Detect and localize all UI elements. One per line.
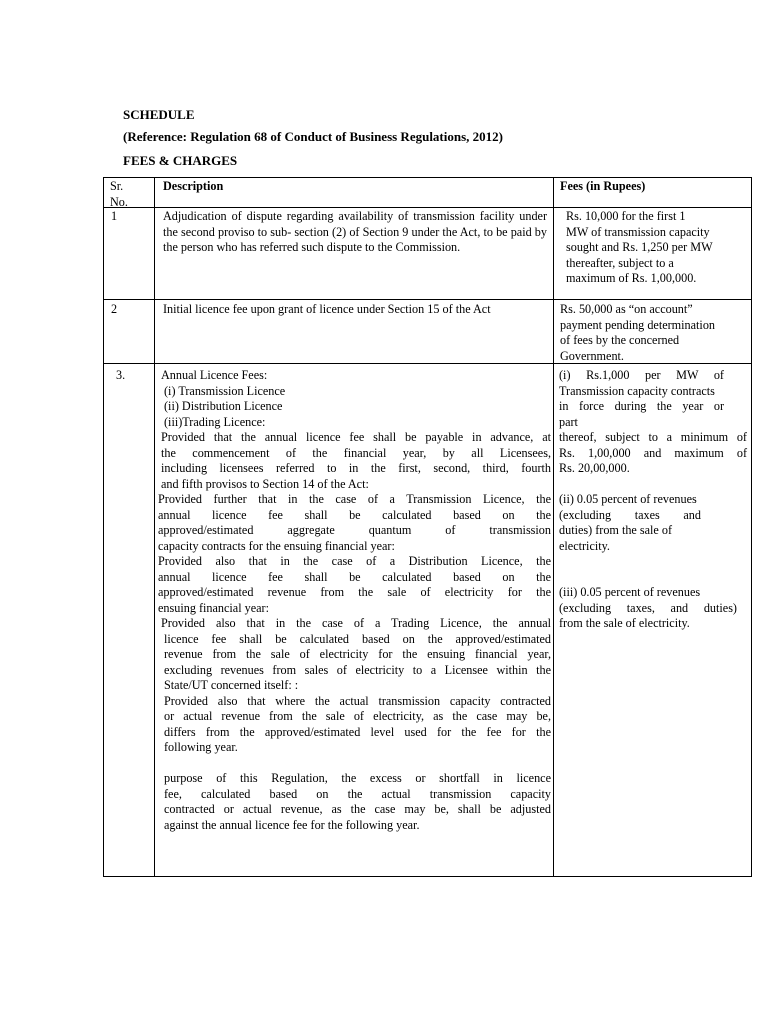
row3-desc-line: ensuing financial year: (158, 600, 269, 615)
fees-charges-heading: FEES & CHARGES (123, 153, 238, 168)
row3-fees-line: Transmission capacity contracts (559, 383, 715, 398)
row3-fees-line: part (559, 414, 578, 429)
row3-desc-line: Annual Licence Fees: (161, 368, 268, 382)
row3-desc-line: State/UT concerned itself: : (164, 678, 299, 692)
row1-fees-line: maximum of Rs. 1,00,000. (566, 271, 697, 285)
row3-fees-spacer (559, 477, 747, 493)
row3-fees-line: (excluding taxes and (559, 507, 701, 522)
row1-fees-line: MW of transmission capacity (566, 224, 710, 239)
table-border-left (103, 177, 104, 877)
row1-fees-line: sought and Rs. 1,250 per MW (566, 240, 713, 254)
row3-fees-line: thereof, subject to a minimum of (559, 430, 747, 444)
row3-desc-line: licence fee shall be calculated based on the approved/estimated (164, 631, 551, 646)
row3-desc-line: against the annual licence fee for the following year. (164, 817, 420, 832)
row2-fees-line: Rs. 50,000 as “on account” (560, 302, 693, 316)
row3-fees-line: (i) Rs.1,000 per MW of (559, 368, 724, 382)
row3-desc-line: capacity contracts for the ensuing financial year: (158, 538, 395, 553)
fees-table (103, 177, 752, 877)
row3-fees-spacer (559, 554, 747, 570)
row2-fees (560, 302, 750, 364)
row3-desc-line: contracted or actual revenue, as the case may be, shall be adjusted (164, 802, 551, 816)
row3-desc-line: or actual revenue from the sale of electricity, as the case may be, (164, 709, 551, 723)
row3-desc-line: (ii) Distribution Licence (164, 399, 283, 413)
table-border-row1 (103, 299, 752, 300)
row3-desc-line: excluding revenues from sales of electricity to a Licensee within the (164, 662, 551, 677)
table-border-right (751, 177, 752, 877)
row3-desc-line: Provided that the annual licence fee shall be payable in advance, at (161, 430, 551, 444)
row3-desc-line: Provided also that in the case of a Trading Licence, the annual (161, 616, 551, 630)
reference-line: (Reference: Regulation 68 of Conduct of Business Regulations, 2012) (123, 129, 503, 144)
row3-desc-line: Provided further that in the case of a Transmission Licence, the (158, 492, 551, 506)
row1-fees (566, 209, 748, 287)
row3-fees-line: (ii) 0.05 percent of revenues (559, 492, 697, 506)
schedule-title: SCHEDULE (123, 107, 195, 122)
row3-desc-line: fee, calculated based on the actual transmission capacity (164, 786, 551, 801)
row3-desc-line: revenue from the sale of electricity for the ensuing financial year, (164, 647, 551, 661)
row2-sr: 2 (111, 302, 118, 316)
row3-desc-line: Provided also that where the actual transmission capacity contracted (164, 693, 551, 708)
header-fees: Fees (in Rupees) (560, 179, 646, 193)
row3-desc-line: annual licence fee shall be calculated based on the (158, 569, 551, 584)
row3-desc-line: approved/estimated aggregate quantum of transmission (158, 523, 551, 537)
row3-desc-line: (i) Transmission Licence (164, 383, 286, 398)
table-border-col2 (553, 177, 554, 877)
row3-fees-line: (iii) 0.05 percent of revenues (559, 585, 701, 599)
row3-fees-line: Rs. 1,00,000 and maximum of (559, 445, 747, 460)
row3-fees-line: duties) from the sale of (559, 523, 673, 537)
row2-fees-line: Government. (560, 348, 624, 363)
row3-desc-line: Provided also that in the case of a Distribution Licence, the (158, 554, 551, 568)
row3-desc-line: annual licence fee shall be calculated based on the (158, 507, 551, 522)
table-border-col1 (154, 177, 155, 877)
header-sr-no: Sr. No. (110, 179, 128, 209)
row3-fees-line: (excluding taxes, and duties) (559, 600, 737, 615)
row1-fees-line: thereafter, subject to a (566, 255, 674, 270)
row3-fees-spacer (559, 570, 747, 586)
row3-desc-line: differs from the approved/estimated level used for the fee for the (164, 724, 551, 739)
row1-sr: 1 (111, 209, 118, 223)
row3-desc-line: including licensees referred to in the first, second, third, fourth (161, 461, 551, 475)
row1-description: Adjudication of dispute regarding availability of transmission facility under the second proviso to sub- section (2) of Section 9 under the Act, to be paid by the person who has referred such dispute to the Commission. (163, 209, 547, 254)
row3-fees-line: from the sale of electricity. (559, 616, 690, 630)
table-border-bottom (103, 876, 752, 877)
row3-fees-line: electricity. (559, 538, 610, 553)
row2-fees-line: of fees by the concerned (560, 333, 680, 347)
row3-desc-line: (iii)Trading Licence: (164, 414, 266, 429)
row3-desc-line: approved/estimated revenue from the sale of electricity for the (158, 585, 551, 599)
header-description: Description (163, 179, 224, 193)
row3-fees (559, 368, 747, 632)
row3-description (158, 368, 551, 833)
row3-desc-spacer (158, 756, 551, 772)
row2-description: Initial licence fee upon grant of licence under Section 15 of the Act (163, 302, 491, 316)
row3-desc-line: and fifth provisos to Section 14 of the Act: (161, 476, 369, 491)
table-border-top (103, 177, 752, 178)
row3-fees-line: in force during the year or (559, 399, 724, 413)
row3-sr: 3. (116, 368, 126, 382)
table-border-header (103, 207, 752, 208)
row3-desc-line: following year. (164, 740, 238, 754)
row3-desc-line: purpose of this Regulation, the excess or shortfall in licence (164, 771, 551, 785)
row1-fees-line: Rs. 10,000 for the first 1 (566, 209, 686, 223)
row2-fees-line: payment pending determination (560, 317, 716, 332)
row3-fees-line: Rs. 20,00,000. (559, 461, 630, 475)
row3-desc-line: the commencement of the financial year, by all Licensees, (161, 445, 551, 460)
